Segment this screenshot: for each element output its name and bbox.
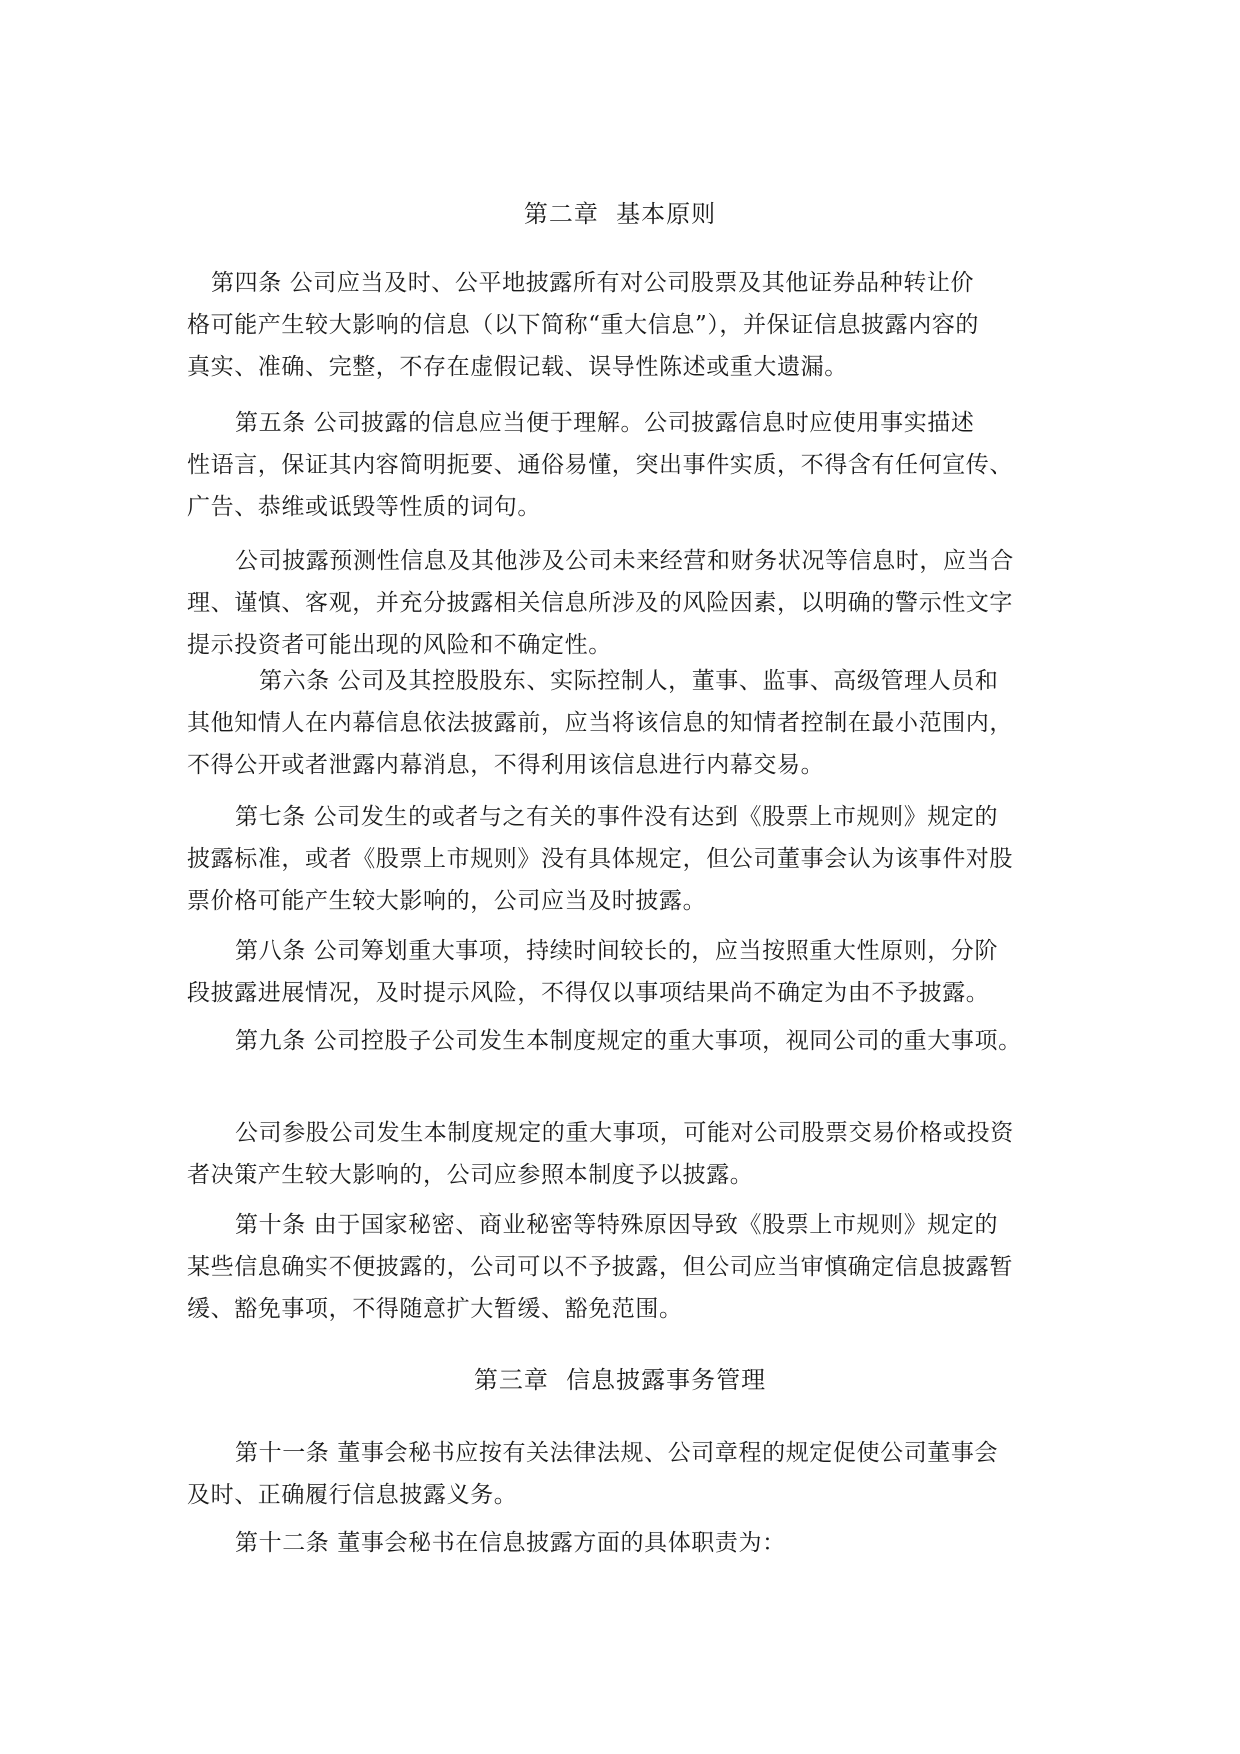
article-10-line-2: 某些信息确实不便披露的，公司可以不予披露，但公司应当审慎确定信息披露暂 <box>187 1254 1013 1280</box>
chapter-3-title: 第三章 信息披露事务管理 <box>473 1366 767 1394</box>
article-7-line-3: 票价格可能产生较大影响的，公司应当及时披露。 <box>187 888 707 914</box>
article-9-paragraph-2 <box>187 1112 1067 1196</box>
article-5-line-2: 性语言，保证其内容简明扼要、通俗易懂，突出事件实质，不得含有任何宣传、 <box>187 452 1013 478</box>
article-6-line-1: 第六条 公司及其控股股东、实际控制人，董事、监事、高级管理人员和 <box>259 668 999 694</box>
article-8 <box>187 930 1067 1014</box>
article-11-line-1: 第十一条 董事会秘书应按有关法律法规、公司章程的规定促使公司董事会 <box>235 1440 999 1466</box>
article-5-p2-line-2: 理、谨慎、客观，并充分披露相关信息所涉及的风险因素，以明确的警示性文字 <box>187 590 1013 616</box>
article-9 <box>187 1020 1067 1062</box>
article-5 <box>187 402 1067 528</box>
article-9-p2-line-2: 者决策产生较大影响的，公司应参照本制度予以披露。 <box>187 1162 754 1188</box>
article-5-line-1: 第五条 公司披露的信息应当便于理解。公司披露信息时应使用事实描述 <box>235 410 975 436</box>
article-6 <box>187 660 1067 786</box>
article-5-p2-line-3: 提示投资者可能出现的风险和不确定性。 <box>187 632 612 658</box>
chapter-2-title: 第二章 基本原则 <box>523 200 717 228</box>
article-4-line-3: 真实、准确、完整，不存在虚假记载、误导性陈述或重大遗漏。 <box>187 354 848 380</box>
article-10-line-3: 缓、豁免事项，不得随意扩大暂缓、豁免范围。 <box>187 1296 683 1322</box>
article-12 <box>187 1522 1067 1564</box>
article-9-p2-line-1: 公司参股公司发生本制度规定的重大事项，可能对公司股票交易价格或投资 <box>235 1120 1014 1146</box>
article-7 <box>187 796 1067 922</box>
article-8-line-2: 段披露进展情况，及时提示风险，不得仅以事项结果尚不确定为由不予披露。 <box>187 980 990 1006</box>
article-6-line-3: 不得公开或者泄露内幕消息，不得利用该信息进行内幕交易。 <box>187 752 825 778</box>
article-11 <box>187 1432 1067 1516</box>
article-4 <box>187 262 1067 388</box>
article-11-line-2: 及时、正确履行信息披露义务。 <box>187 1482 518 1508</box>
article-5-line-3: 广告、恭维或诋毁等性质的词句。 <box>187 494 541 520</box>
article-12-line-1: 第十二条 董事会秘书在信息披露方面的具体职责为： <box>235 1530 786 1556</box>
article-7-line-1: 第七条 公司发生的或者与之有关的事件没有达到《股票上市规则》规定的 <box>235 804 999 830</box>
article-7-line-2: 披露标准，或者《股票上市规则》没有具体规定，但公司董事会认为该事件对股 <box>187 846 1013 872</box>
article-10 <box>187 1204 1067 1330</box>
article-10-line-1: 第十条 由于国家秘密、商业秘密等特殊原因导致《股票上市规则》规定的 <box>235 1212 999 1238</box>
article-9-line-1: 第九条 公司控股子公司发生本制度规定的重大事项，视同公司的重大事项。 <box>235 1028 1022 1054</box>
article-6-line-2: 其他知情人在内幕信息依法披露前，应当将该信息的知情者控制在最小范围内， <box>187 710 1013 736</box>
article-8-line-1: 第八条 公司筹划重大事项，持续时间较长的，应当按照重大性原则，分阶 <box>235 938 999 964</box>
article-4-line-2: 格可能产生较大影响的信息（以下简称“重大信息”），并保证信息披露内容的 <box>187 312 980 338</box>
article-5-p2-line-1: 公司披露预测性信息及其他涉及公司未来经营和财务状况等信息时，应当合 <box>235 548 1014 574</box>
article-4-line-1: 第四条 公司应当及时、公平地披露所有对公司股票及其他证券品种转让价 <box>211 270 975 296</box>
article-5-paragraph-2 <box>187 540 1067 666</box>
